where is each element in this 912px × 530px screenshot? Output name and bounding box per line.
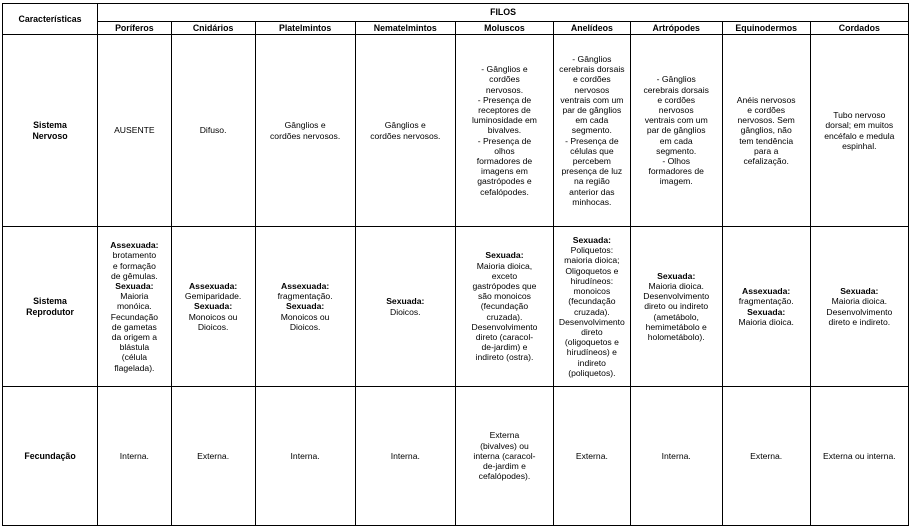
cell-line: direto (caracol-: [475, 332, 534, 342]
row-header: [3, 35, 98, 227]
table-cell: [255, 227, 355, 387]
cell-line: (oligoquetos e: [564, 337, 619, 348]
cell-line: Interna.: [119, 450, 149, 461]
cell-line: cefalização.: [743, 156, 789, 166]
cell-heading: Sexuada:: [193, 301, 233, 312]
cell-line: holometábolo).: [647, 332, 705, 342]
cell-line: ventrais com um: [560, 94, 624, 105]
cell-heading: Assexuada:: [742, 286, 791, 297]
cell-line: (fecundação: [480, 301, 529, 312]
table-cell: [355, 387, 455, 526]
table-cell: [455, 35, 553, 227]
cell-line: Desenvolvimento: [558, 316, 625, 327]
cell-line: Maioria dioica.: [648, 280, 704, 291]
cell-line: hemimetábolo e: [645, 321, 707, 332]
filos-characteristics-table: [2, 3, 909, 526]
cell-line: de-jardim e: [482, 461, 526, 472]
table-cell: [630, 227, 722, 387]
cell-heading: Sexuada:: [485, 250, 524, 261]
row-header-line: Sistema: [33, 296, 67, 307]
table-row: [3, 227, 909, 387]
filo-header: Artrópodes: [630, 22, 722, 35]
row-header-line: Fecundação: [24, 450, 76, 461]
filo-header: Poríferos: [98, 22, 172, 35]
cell-line: de gêmulas.: [110, 270, 158, 281]
cell-line: cerebrais dorsais: [559, 64, 625, 75]
cell-line: nervosos.: [485, 84, 524, 95]
cell-heading: Sexuada:: [747, 306, 786, 317]
cell-line: Maioria: [120, 291, 149, 302]
cell-line: fragmentação.: [277, 291, 333, 302]
cell-line: AUSENTE: [114, 125, 155, 136]
cell-line: Desenvolvimento: [826, 306, 893, 317]
cell-line: percebem: [572, 156, 611, 166]
cell-line: são monoicos: [477, 291, 531, 302]
cell-line: brotamento: [112, 250, 157, 261]
cell-line: Interna.: [290, 450, 320, 461]
row-header: [3, 387, 98, 526]
cell-heading: Sexuada:: [840, 286, 879, 297]
cell-line: (poliquetos).: [568, 367, 616, 378]
row-header-line: Sistema: [33, 120, 67, 131]
cell-line: interna (caracol-: [473, 450, 536, 461]
table-cell: [722, 387, 810, 526]
cell-line: em cada: [575, 115, 609, 126]
cell-line: - Gânglios: [572, 53, 612, 64]
cell-line: gastrópodes e: [477, 176, 532, 187]
cell-line: Externa: [489, 430, 520, 441]
table-cell: [355, 35, 455, 227]
cell-line: em cada: [659, 135, 693, 146]
table-cell: [98, 227, 172, 387]
cell-line: indireto (ostra).: [475, 352, 534, 363]
table-cell: [810, 35, 908, 227]
cell-line: receptores de: [478, 104, 531, 115]
cell-line: cruzada).: [573, 306, 610, 317]
table-cell: [355, 227, 455, 387]
cell-line: anterior das: [569, 186, 615, 197]
cell-line: bivalves.: [487, 125, 522, 136]
cell-line: cefalópodes).: [478, 471, 531, 482]
table-cell: [171, 227, 255, 387]
filo-header: Cnidários: [171, 22, 255, 35]
table-cell: [98, 35, 172, 227]
cell-line: e cordões: [572, 74, 611, 85]
cell-line: dorsal; em muitos: [825, 120, 894, 131]
cell-line: da origem a: [111, 332, 158, 342]
cell-line: gânglios, não: [740, 125, 792, 136]
filo-header: Anelídeos: [554, 22, 631, 35]
cell-line: direto ou indireto: [644, 301, 709, 312]
cell-line: - Presença de: [565, 135, 619, 146]
cell-line: par de gânglios: [562, 104, 622, 115]
table-cell: [455, 387, 553, 526]
cell-line: Dioicos.: [390, 306, 421, 317]
table-cell: [255, 387, 355, 526]
cell-line: hirudíneos:: [570, 275, 614, 286]
cell-line: presença de luz: [561, 166, 623, 177]
cell-line: e cordões: [657, 94, 696, 105]
cell-line: Gânglios e: [384, 120, 426, 131]
table-cell: [810, 227, 908, 387]
cell-line: fragmentação.: [738, 296, 794, 307]
cell-line: Desenvolvimento: [643, 291, 710, 302]
cell-line: Maioria dioica.: [831, 296, 888, 307]
cell-line: blástula: [119, 342, 150, 353]
cell-line: Fecundação: [110, 311, 159, 322]
cell-heading: Assexuada:: [280, 280, 330, 291]
cell-line: minhocas.: [572, 196, 612, 207]
cell-line: par de gânglios: [646, 125, 706, 136]
cell-line: nervosos: [574, 84, 610, 95]
cell-heading: Sexuada:: [386, 296, 425, 307]
cell-line: cordões nervosos.: [270, 130, 341, 141]
filo-header: Equinodermos: [722, 22, 810, 35]
cell-line: direto e indireto.: [828, 316, 891, 327]
cell-heading: Sexuada:: [115, 280, 154, 291]
row-header: [3, 227, 98, 387]
cell-line: células que: [570, 145, 614, 156]
cell-line: cefalópodes.: [480, 186, 529, 197]
cell-line: tem tendência: [739, 135, 794, 146]
cell-line: Dioicos.: [197, 321, 229, 332]
table-cell: [554, 227, 631, 387]
cell-line: exceto: [491, 270, 518, 281]
cell-heading: Sexuada:: [286, 301, 325, 312]
cell-line: monoicos: [573, 286, 611, 297]
cell-line: (bivalves) ou: [480, 440, 529, 451]
cell-line: Externa.: [197, 450, 230, 461]
cell-line: - Gânglios: [656, 74, 696, 85]
group-header: FILOS: [98, 4, 909, 22]
cell-line: Dioicos.: [289, 321, 321, 332]
row-header-line: Reprodutor: [26, 306, 74, 317]
table-cell: [98, 387, 172, 526]
row-header-line: Nervoso: [32, 130, 68, 141]
cell-line: imagem.: [659, 176, 693, 187]
cell-line: Maioria dioica.: [738, 316, 794, 327]
cell-line: cordões: [489, 74, 520, 85]
cell-line: segmento.: [571, 125, 612, 136]
cell-line: nervosos. Sem: [737, 115, 795, 126]
table-cell: [722, 227, 810, 387]
table-cell: [810, 387, 908, 526]
filo-header: Moluscos: [455, 22, 553, 35]
cell-line: cerebrais dorsais: [643, 84, 709, 95]
cell-line: monóica.: [116, 301, 152, 312]
table-cell: [630, 35, 722, 227]
cell-line: Anéis nervosos: [736, 94, 796, 105]
cell-line: maioria dioica;: [564, 255, 620, 266]
table-cell: [171, 35, 255, 227]
cell-line: encéfalo e medula: [824, 130, 895, 141]
cell-heading: Sexuada:: [572, 235, 611, 246]
cell-line: espinhal.: [842, 140, 877, 151]
cell-line: cruzada).: [486, 311, 523, 322]
cell-line: Oligoquetos e: [565, 265, 619, 276]
cell-line: ventrais com um: [644, 115, 708, 126]
table-cell: [554, 387, 631, 526]
cell-line: de gametas: [111, 321, 157, 332]
cell-line: (célula: [121, 352, 148, 363]
cell-line: cordões nervosos.: [370, 130, 441, 141]
cell-heading: Sexuada:: [657, 270, 696, 281]
cell-line: segmento.: [656, 145, 697, 156]
table-cell: [255, 35, 355, 227]
cell-line: Difuso.: [199, 125, 227, 136]
cell-line: formadores de: [648, 166, 704, 177]
cell-line: olhos: [494, 145, 515, 156]
cell-line: de-jardim) e: [481, 342, 528, 353]
cell-line: (ametábolo,: [653, 311, 699, 322]
cell-line: Monoicos ou: [280, 311, 330, 322]
cell-line: Gemiparidade.: [184, 291, 242, 302]
cell-line: - Presença de: [477, 135, 532, 146]
table-cell: [171, 387, 255, 526]
cell-line: imagens em: [481, 166, 528, 177]
cell-line: nervosos: [658, 104, 694, 115]
cell-line: - Presença de: [477, 94, 532, 105]
table-cell: [554, 35, 631, 227]
cell-line: Interna.: [661, 450, 691, 461]
filo-header: Nematelmintos: [355, 22, 455, 35]
cell-heading: Assexuada:: [110, 240, 159, 251]
filo-header: Platelmintos: [255, 22, 355, 35]
cell-line: Gânglios e: [284, 120, 326, 131]
cell-line: direto: [581, 326, 603, 337]
cell-line: Poliquetos:: [570, 245, 614, 256]
cell-line: Monoicos ou: [188, 311, 238, 322]
cell-line: Externa.: [575, 450, 608, 461]
cell-line: Externa.: [750, 450, 783, 461]
cell-line: Tubo nervoso: [833, 110, 886, 121]
cell-line: flagelada).: [114, 362, 155, 373]
cell-line: - Olhos: [662, 156, 691, 166]
cell-line: - Gânglios e: [481, 64, 528, 75]
cell-heading: Assexuada:: [188, 280, 238, 291]
cell-line: e formação: [112, 260, 156, 271]
cell-line: Desenvolvimento: [471, 321, 538, 332]
cell-line: para a: [753, 145, 779, 156]
cell-line: Interna.: [390, 450, 420, 461]
filo-header: Cordados: [810, 22, 908, 35]
table-row: [3, 35, 909, 227]
cell-line: indireto: [577, 357, 606, 368]
table-cell: [455, 227, 553, 387]
corner-header: Características: [3, 4, 98, 35]
table-row: [3, 387, 909, 526]
cell-line: Maioria dioica,: [476, 260, 533, 271]
cell-line: hirudíneos) e: [566, 347, 617, 358]
cell-line: (fecundação: [568, 296, 616, 307]
cell-line: gastrópodes que: [472, 280, 537, 291]
cell-line: Externa ou interna.: [823, 450, 896, 461]
table-cell: [722, 35, 810, 227]
cell-line: formadores de: [476, 156, 533, 166]
cell-line: luminosidade em: [471, 115, 537, 126]
cell-line: na região: [573, 176, 610, 187]
cell-line: e cordões: [747, 104, 786, 115]
table-cell: [630, 387, 722, 526]
